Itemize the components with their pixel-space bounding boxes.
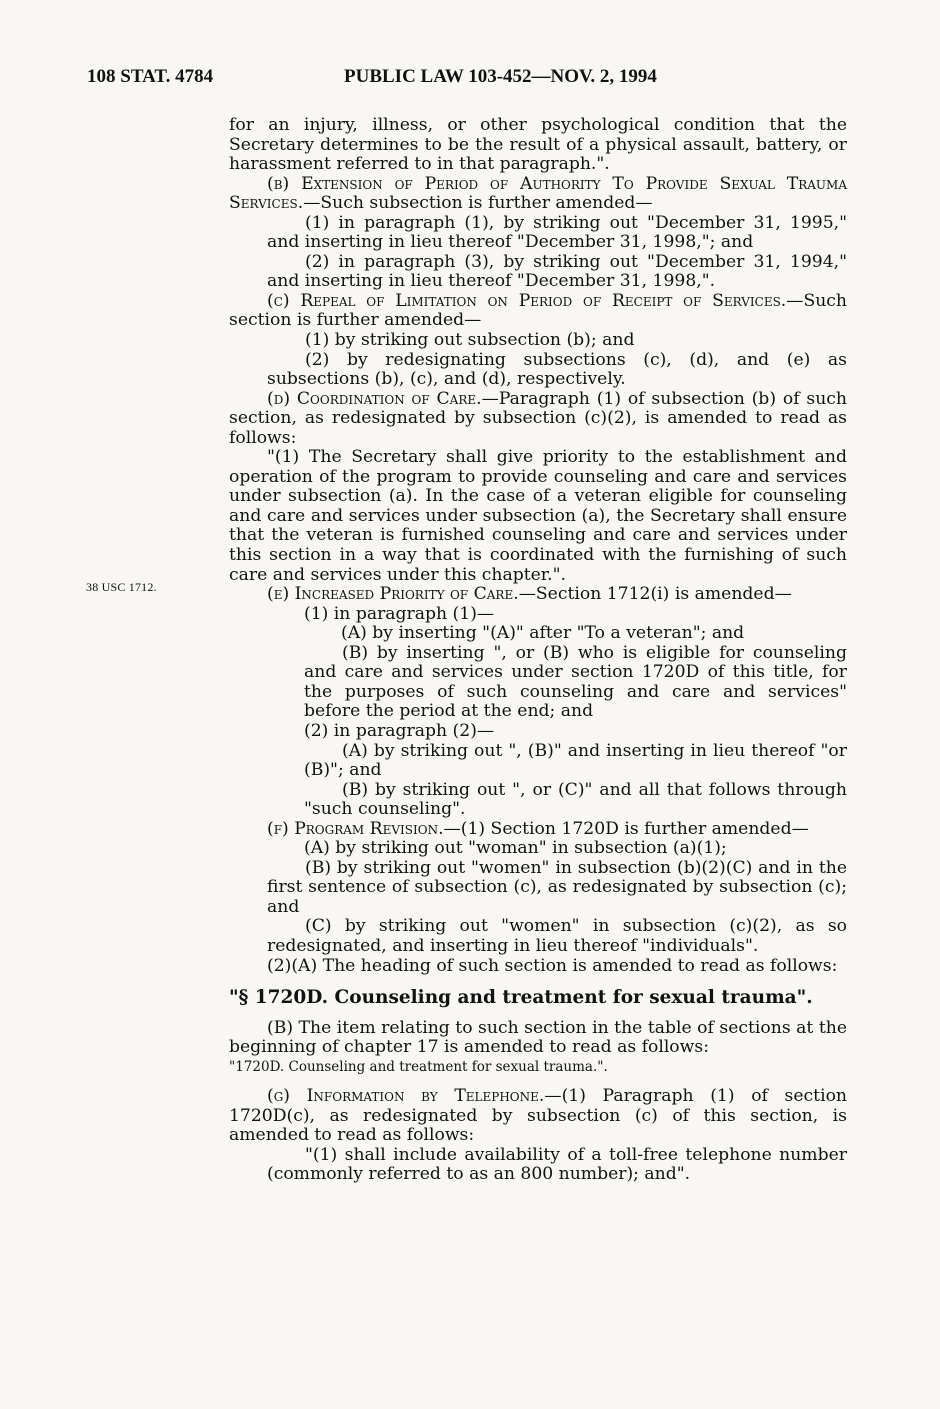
subsection-b-text: —Such subsection is further amended— <box>303 193 653 214</box>
subsection-e-item-1: (1) in paragraph (1)— <box>304 603 495 624</box>
subsection-f <box>229 820 847 840</box>
section-heading: "§ 1720D. Counseling and treatment for sexual trauma". <box>229 987 813 1009</box>
subsection-f-item-b: (B) by striking out "women" in subsection (b)(2)(C) and in the first sentence of subsection (c), as redesignated by subsection (c); and <box>267 857 847 917</box>
subsection-f-text: —(1) Section 1720D is further amended— <box>443 818 809 839</box>
subsection-d-quoted-text: "(1) The Secretary shall give priority to the establishment and operation of the program to provide counseling and care and services under subsection (a). In the case of a veteran eligible for counseling and care and services under subsection (a), the Secretary shall ensure that the veteran is furnished counseling and care and services under this section in a way that is coordinated with the furnishing of such care and services under this chapter.". <box>229 447 847 585</box>
document-body <box>229 116 847 1185</box>
subsection-g <box>229 1087 847 1146</box>
subsection-e-item-2b: (B) by striking out ", or (C)" and all that follows through "such counseling". <box>304 779 847 820</box>
subsection-c-heading: (c) Repeal of Limitation on Period of Receipt of Services. <box>267 290 787 311</box>
subsection-b-item-2: (2) in paragraph (3), by striking out "December 31, 1994," and inserting in lieu thereof "December 31, 1998,". <box>267 251 847 292</box>
subsection-d <box>229 390 847 449</box>
subsection-d-text: —Paragraph (1) of subsection (b) of such section, as redesignated by subsection (c)(2), is amended to read as follows: <box>229 388 847 448</box>
subsection-b <box>229 175 847 214</box>
subsection-c-item-2: (2) by redesignating subsections (c), (d), and (e) as subsections (b), (c), and (d), respectively. <box>267 349 847 390</box>
subsection-d-heading: (d) Coordination of Care. <box>267 388 482 409</box>
page-reference: 108 STAT. 4784 <box>87 66 214 87</box>
subsection-c-text: —Such section is further amended— <box>229 290 847 331</box>
subsection-e-heading: (e) Increased Priority of Care. <box>267 584 519 605</box>
subsection-e-item-1a: (A) by inserting "(A)" after "To a veteran"; and <box>341 623 745 644</box>
subsection-g-text: —(1) Paragraph (1) of section 1720D(c), as redesignated by subsection (c) of this section, is amended to read as follows: <box>229 1086 848 1146</box>
subsection-f-heading: (f) Program Revision. <box>267 818 444 839</box>
subsection-c <box>229 292 847 331</box>
subsection-g-quoted-text: "(1) shall include availability of a toll-free telephone number (commonly referred to as an 800 number); and". <box>267 1144 847 1185</box>
subsection-f-item-c: (C) by striking out "women" in subsection (c)(2), as so redesignated, and inserting in lieu thereof "individuals". <box>267 916 847 956</box>
subsection-e-item-2a: (A) by striking out ", (B)" and inserting in lieu thereof "or (B)"; and <box>304 740 847 781</box>
subsection-e-text: —Section 1712(i) is amended— <box>518 584 792 605</box>
margin-citation: 38 USC 1712. <box>86 580 157 594</box>
subsection-e-item-2: (2) in paragraph (2)— <box>304 720 495 741</box>
subsection-b-item-1: (1) in paragraph (1), by striking out "December 31, 1995," and inserting in lieu thereof "December 31, 1998,"; and <box>267 212 847 253</box>
subsection-f-item-2b: (B) The item relating to such section in the table of sections at the beginning of chapter 17 is amended to read as follows: <box>229 1017 847 1058</box>
page-header-title: PUBLIC LAW 103-452—NOV. 2, 1994 <box>344 66 657 87</box>
subsection-f-item-a: (A) by striking out "woman" in subsection (a)(1); <box>304 838 727 859</box>
subsection-f-item-2a: (2)(A) The heading of such section is amended to read as follows: <box>267 955 838 976</box>
subsection-b-heading: (b) Extension of Period of Authority To Provide Sexual Trauma Services. <box>229 173 847 214</box>
paragraph-continuation: for an injury, illness, or other psychological condition that the Secretary determines to be the result of a physical assault, battery, or harassment referred to in that paragraph.". <box>229 115 847 175</box>
subsection-c-item-1: (1) by striking out subsection (b); and <box>305 330 635 351</box>
table-of-sections-item: "1720D. Counseling and treatment for sexual trauma.". <box>229 1058 608 1075</box>
subsection-e-item-1b: (B) by inserting ", or (B) who is eligible for counseling and care and services under section 1720D of this title, for the purposes of such counseling and care and services" before the period at the end; and <box>304 642 847 722</box>
subsection-e <box>229 585 847 605</box>
subsection-g-heading: (g) Information by Telephone. <box>267 1086 545 1107</box>
